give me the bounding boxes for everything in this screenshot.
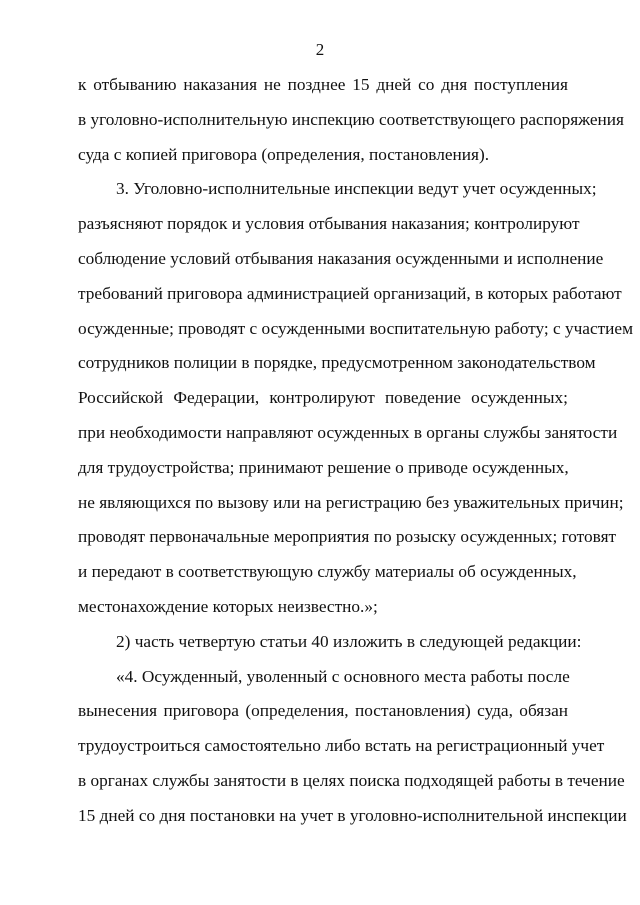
text-line: требований приговора администрацией организаций, в которых работают <box>78 283 622 303</box>
document-body <box>78 68 634 834</box>
text-line: и передают в соответствующую службу материалы об осужденных, <box>78 562 577 582</box>
page-number: 2 <box>315 40 325 59</box>
text-line: при необходимости направляют осужденных в органы службы занятости <box>78 422 618 442</box>
text-line: сотрудников полиции в порядке, предусмотренном законодательством <box>78 353 596 373</box>
text-line: в органах службы занятости в целях поиска подходящей работы в течение <box>78 770 625 790</box>
text-line: суда с копией приговора (определения, постановления). <box>78 144 490 164</box>
text-line: в уголовно-исполнительную инспекцию соответствующего распоряжения <box>78 109 625 129</box>
text-line: для трудоустройства; принимают решение о приводе осужденных, <box>78 457 569 477</box>
text-line: к отбыванию наказания не позднее 15 дней со дня поступления <box>78 75 568 94</box>
paragraph-4 <box>78 660 627 834</box>
text-line: проводят первоначальные мероприятия по розыску осужденных; готовят <box>78 527 617 547</box>
text-line: «4. Осужденный, уволенный с основного места работы после <box>116 666 570 686</box>
text-line: осужденные; проводят с осужденными воспитательную работу; с участием <box>78 318 634 338</box>
text-line: вынесения приговора (определения, постановления) суда, обязан <box>78 701 568 721</box>
text-line: 3. Уголовно-исполнительные инспекции ведут учет осужденных; <box>116 179 597 199</box>
text-line: 2) часть четвертую статьи 40 изложить в следующей редакции: <box>116 631 582 651</box>
paragraph-3 <box>78 625 582 660</box>
text-line: соблюдение условий отбывания наказания осужденными и исполнение <box>78 248 604 268</box>
text-line: трудоустроиться самостоятельно либо встать на регистрационный учет <box>78 736 605 756</box>
text-line: разъясняют порядок и условия отбывания наказания; контролируют <box>78 214 580 234</box>
text-line: местонахождение которых неизвестно.»; <box>78 596 378 616</box>
paragraph-2 <box>78 172 634 624</box>
paragraph-1 <box>78 68 625 172</box>
text-line: Российской Федерации, контролируют поведение осужденных; <box>78 388 568 408</box>
text-line: 15 дней со дня постановки на учет в уголовно-исполнительной инспекции <box>78 805 627 825</box>
text-line: не являющихся по вызову или на регистрацию без уважительных причин; <box>78 492 624 512</box>
